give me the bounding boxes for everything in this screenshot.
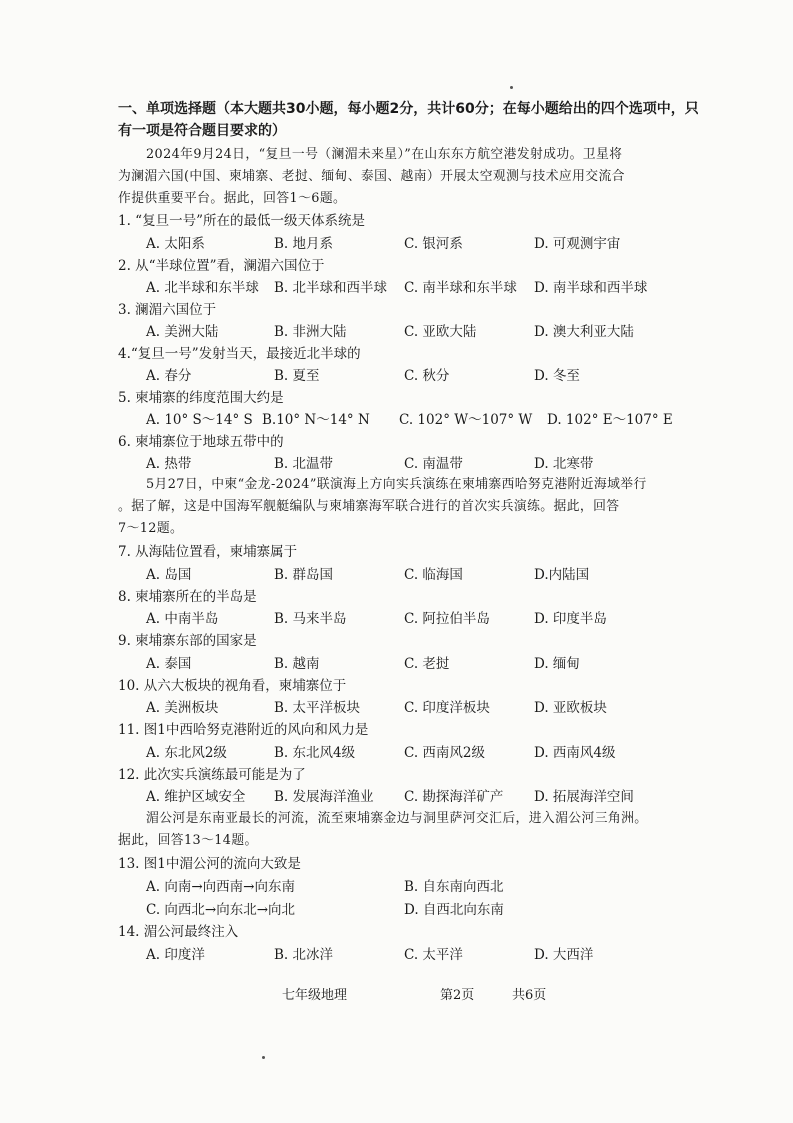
question-6-option-d[interactable]: D. 北寒带 — [534, 456, 594, 472]
question-5-option-b[interactable]: B.10° N～14° N — [262, 412, 370, 428]
question-14-option-a[interactable]: A. 印度洋 — [146, 947, 205, 963]
question-8-option-b[interactable]: B. 马来半岛 — [274, 611, 347, 627]
question-12-option-a[interactable]: A. 维护区域安全 — [146, 789, 246, 805]
question-10-option-c[interactable]: C. 印度洋板块 — [404, 700, 490, 716]
intro-paragraph-2-line-1: 5月27日，中柬“金龙-2024”联演海上方向实兵演练在柬埔寨西哈努克港附近海域举行 — [146, 477, 647, 492]
question-2-option-d[interactable]: D. 南半球和西半球 — [534, 280, 648, 296]
intro-paragraph-1-line-3: 作提供重要平台。据此，回答1～6题。 — [118, 191, 347, 206]
section-title-line-2: 有一项是符合题目要求的） — [118, 123, 286, 139]
question-14-option-c[interactable]: C. 太平洋 — [404, 947, 463, 963]
question-14-option-d[interactable]: D. 大西洋 — [534, 947, 594, 963]
question-12-option-c[interactable]: C. 勘探海洋矿产 — [404, 789, 504, 805]
footer-subject: 七年级地理 — [282, 988, 348, 1003]
question-9-stem: 9. 柬埔寨东部的国家是 — [118, 633, 257, 649]
question-4-option-c[interactable]: C. 秋分 — [404, 368, 450, 384]
question-9-option-c[interactable]: C. 老挝 — [404, 656, 450, 672]
question-3-option-a[interactable]: A. 美洲大陆 — [146, 324, 219, 340]
question-12-stem: 12. 此次实兵演练最可能是为了 — [118, 767, 306, 783]
question-6-option-c[interactable]: C. 南温带 — [404, 456, 463, 472]
question-14-option-b[interactable]: B. 北冰洋 — [274, 947, 334, 963]
question-11-stem: 11. 图1中西哈努克港附近的风向和风力是 — [118, 722, 369, 738]
scan-speck — [262, 1056, 265, 1059]
intro-paragraph-3-line-1: 湄公河是东南亚最长的河流，流至柬埔寨金边与洞里萨河交汇后，进入湄公河三角洲。 — [146, 811, 648, 826]
question-11-option-b[interactable]: B. 东北风4级 — [274, 745, 356, 761]
question-4-stem: 4.“复旦一号”发射当天，最接近北半球的 — [118, 346, 361, 362]
question-7-option-a[interactable]: A. 岛国 — [146, 567, 192, 583]
question-1-option-d[interactable]: D. 可观测宇宙 — [534, 236, 621, 252]
question-3-stem: 3. 澜湄六国位于 — [118, 302, 217, 318]
question-13-option-c[interactable]: C. 向西北→向东北→向北 — [146, 902, 296, 918]
question-3-option-b[interactable]: B. 非洲大陆 — [274, 324, 347, 340]
question-1-stem: 1. “复旦一号”所在的最低一级天体系统是 — [118, 213, 365, 229]
question-13-option-d[interactable]: D. 自西北向东南 — [404, 902, 504, 918]
question-2-option-b[interactable]: B. 北半球和西半球 — [274, 280, 388, 296]
question-5-option-d[interactable]: D. 102° E～107° E — [547, 412, 673, 428]
question-13-option-a[interactable]: A. 向南→向西南→向东南 — [146, 879, 295, 895]
question-9-option-d[interactable]: D. 缅甸 — [534, 656, 580, 672]
question-10-stem: 10. 从六大板块的视角看，柬埔寨位于 — [118, 678, 347, 694]
footer-page-number: 第2页 — [440, 988, 475, 1003]
question-8-option-c[interactable]: C. 阿拉伯半岛 — [404, 611, 490, 627]
question-9-option-a[interactable]: A. 泰国 — [146, 656, 192, 672]
question-2-option-c[interactable]: C. 南半球和东半球 — [404, 280, 517, 296]
question-7-option-c[interactable]: C. 临海国 — [404, 567, 463, 583]
question-5-stem: 5. 柬埔寨的纬度范围大约是 — [118, 390, 284, 406]
question-4-option-d[interactable]: D. 冬至 — [534, 368, 580, 384]
intro-paragraph-2-line-2: 。据了解，这是中国海军舰艇编队与柬埔寨海军联合进行的首次实兵演练。据此，回答 — [118, 499, 620, 514]
question-3-option-d[interactable]: D. 澳大利亚大陆 — [534, 324, 634, 340]
question-12-option-d[interactable]: D. 拓展海洋空间 — [534, 789, 634, 805]
question-4-option-a[interactable]: A. 春分 — [146, 368, 192, 384]
question-12-option-b[interactable]: B. 发展海洋渔业 — [274, 789, 374, 805]
question-14-stem: 14. 湄公河最终注入 — [118, 924, 239, 940]
question-7-option-d[interactable]: D.内陆国 — [534, 567, 590, 583]
question-7-option-b[interactable]: B. 群岛国 — [274, 567, 334, 583]
question-8-option-a[interactable]: A. 中南半岛 — [146, 611, 219, 627]
question-1-option-b[interactable]: B. 地月系 — [274, 236, 334, 252]
question-2-option-a[interactable]: A. 北半球和东半球 — [146, 280, 259, 296]
intro-paragraph-3-line-2: 据此，回答13～14题。 — [118, 833, 258, 848]
question-13-option-b[interactable]: B. 自东南向西北 — [404, 879, 504, 895]
question-7-stem: 7. 从海陆位置看，柬埔寨属于 — [118, 544, 298, 560]
question-9-option-b[interactable]: B. 越南 — [274, 656, 320, 672]
intro-paragraph-1-line-2: 为澜湄六国(中国、柬埔寨、老挝、缅甸、泰国、越南）开展太空观测与技术应用交流合 — [118, 169, 625, 184]
scan-speck — [510, 86, 513, 89]
question-10-option-b[interactable]: B. 太平洋板块 — [274, 700, 361, 716]
question-1-option-a[interactable]: A. 太阳系 — [146, 236, 205, 252]
question-13-stem: 13. 图1中湄公河的流向大致是 — [118, 856, 301, 872]
question-8-stem: 8. 柬埔寨所在的半岛是 — [118, 589, 257, 605]
question-10-option-d[interactable]: D. 亚欧板块 — [534, 700, 607, 716]
question-5-option-c[interactable]: C. 102° W～107° W — [399, 412, 533, 428]
question-10-option-a[interactable]: A. 美洲板块 — [146, 700, 219, 716]
question-2-stem: 2. 从“半球位置”看，澜湄六国位于 — [118, 258, 325, 274]
question-6-option-a[interactable]: A. 热带 — [146, 456, 192, 472]
question-5-option-a[interactable]: A. 10° S～14° S — [146, 412, 253, 428]
question-3-option-c[interactable]: C. 亚欧大陆 — [404, 324, 477, 340]
question-11-option-a[interactable]: A. 东北风2级 — [146, 745, 227, 761]
section-title-line-1: 一、单项选择题（本大题共30小题，每小题2分，共计60分；在每小题给出的四个选项中，只 — [118, 101, 699, 117]
question-11-option-d[interactable]: D. 西南风4级 — [534, 745, 616, 761]
intro-paragraph-2-line-3: 7～12题。 — [118, 521, 184, 536]
question-1-option-c[interactable]: C. 银河系 — [404, 236, 463, 252]
question-6-stem: 6. 柬埔寨位于地球五带中的 — [118, 434, 284, 450]
question-6-option-b[interactable]: B. 北温带 — [274, 456, 334, 472]
footer-total-pages: 共6页 — [512, 988, 547, 1003]
question-8-option-d[interactable]: D. 印度半岛 — [534, 611, 607, 627]
question-4-option-b[interactable]: B. 夏至 — [274, 368, 320, 384]
intro-paragraph-1-line-1: 2024年9月24日，“复旦一号（澜湄未来星）”在山东东方航空港发射成功。卫星将 — [146, 147, 623, 162]
question-11-option-c[interactable]: C. 西南风2级 — [404, 745, 486, 761]
